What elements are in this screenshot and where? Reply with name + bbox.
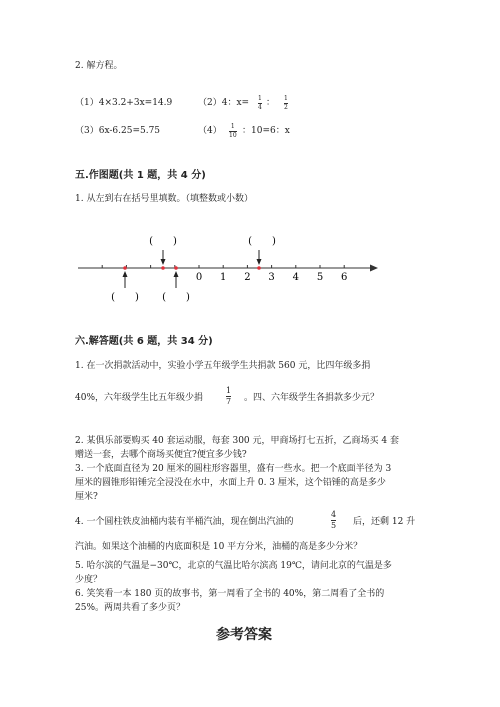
- fraction-numerator: 4: [331, 510, 337, 519]
- point-marker-4: [257, 266, 261, 270]
- equation-2-prefix: （2）4：x=: [198, 98, 250, 108]
- number-line-tick-label: 6: [341, 272, 348, 283]
- equation-2-separator: ：: [266, 98, 276, 108]
- equation-4-prefix: （4）: [198, 126, 222, 136]
- arrowhead-down-1: [161, 259, 166, 265]
- question-3-line-1: 3. 一个底面直径为 20 厘米的圆柱形容器里，盛有一些水。把一个底面半径为 3: [75, 464, 392, 474]
- number-line-tick-label: 4: [292, 272, 299, 283]
- equation-4-fraction: [229, 124, 237, 139]
- section-6-title: 六.解答题(共 6 题，共 34 分): [75, 336, 213, 347]
- number-line-tick-label: 5: [316, 272, 324, 283]
- number-line-tick-label: 2: [244, 272, 251, 283]
- bottom-bracket-1[interactable]: ( ): [111, 292, 139, 303]
- question-5-line-1: 5. 哈尔滨的气温是−30℃，北京的气温比哈尔滨高 19℃，请问北京的气温是多: [75, 561, 392, 571]
- fraction-numerator: 1: [230, 123, 235, 130]
- answer-section-title: 参考答案: [216, 627, 272, 643]
- fraction-denominator: 10: [229, 132, 237, 139]
- equation-2-fraction-1: [258, 96, 262, 111]
- question-1-fraction: [226, 387, 231, 406]
- number-line-tick-label: 3: [268, 272, 275, 283]
- fraction-denominator: 4: [258, 104, 262, 111]
- arrowhead-up-1: [123, 271, 128, 277]
- question-4-line-1a: 4. 一个圆柱铁皮油桶内装有半桶汽油，现在倒出汽油的: [75, 517, 294, 527]
- number-line-diagram: [0, 230, 500, 310]
- equation-1: （1）4×3.2+3x=14.9: [75, 98, 173, 108]
- number-line-tick-label: 1: [220, 272, 227, 283]
- top-bracket-2[interactable]: ( ): [248, 236, 276, 247]
- point-marker-1: [123, 266, 127, 270]
- question-4-line-1b: 后，还剩 12 升: [353, 517, 416, 527]
- section-5-title: 五.作图题(共 1 题，共 4 分): [75, 170, 206, 181]
- point-marker-3: [174, 266, 178, 270]
- equation-4-suffix: ：10=6：x: [242, 126, 290, 136]
- top-bracket-1[interactable]: ( ): [149, 236, 177, 247]
- point-marker-2: [161, 266, 165, 270]
- question-1-line-2b: 。四、六年级学生各捐款多少元？: [244, 393, 380, 403]
- question-2-line-2: 赠送一套，去哪个商场买便宜?便宜多少钱?: [75, 450, 247, 460]
- question-5-line-2: 少度？: [75, 575, 103, 585]
- bottom-bracket-2[interactable]: ( ): [162, 292, 190, 303]
- section-5-question-1: 1. 从左到右在括号里填数。（填整数或小数）: [75, 194, 253, 204]
- question-2-line-1: 2. 某俱乐部要购买 40 套运动服，每套 300 元，甲商场打七五折，乙商场买 4 套: [75, 436, 399, 446]
- equation-3: （3）6x-6.25=5.75: [75, 126, 161, 136]
- question-4-fraction: [331, 511, 336, 530]
- fraction-denominator: 5: [331, 521, 337, 530]
- equation-2-fraction-2: [284, 96, 288, 111]
- question-3-line-2: 厘米的圆锥形铅锤完全浸没在水中，水面上升 0. 3 厘米，这个铅锤的高是多少: [75, 478, 386, 488]
- fraction-numerator: 1: [258, 95, 262, 102]
- section-2-title: 2. 解方程。: [75, 61, 123, 71]
- question-6-line-2: 25%。两周共看了多少页？: [75, 603, 186, 613]
- question-1-line-2a: 40%，六年级学生比五年级少捐: [75, 393, 204, 403]
- question-4-line-2: 汽油。如果这个油桶的内底面积是 10 平方分米，油桶的高是多少分米？: [75, 542, 363, 552]
- question-3-line-3: 厘米?: [75, 492, 98, 502]
- number-line-tick-label: 0: [195, 272, 203, 283]
- arrowhead-down-2: [257, 259, 262, 265]
- number-line-arrowhead: [370, 265, 378, 272]
- arrowhead-up-2: [174, 271, 179, 277]
- question-1-line-1: 1. 在一次捐款活动中，实验小学五年级学生共捐款 560 元，比四年级多捐: [75, 361, 371, 371]
- question-6-line-1: 6. 笑笑看一本 180 页的故事书，第一周看了全书的 40%，第二周看了全书的: [75, 589, 385, 599]
- fraction-denominator: 2: [284, 104, 288, 111]
- equation-2: [198, 98, 249, 109]
- fraction-denominator: 7: [226, 397, 232, 406]
- fraction-numerator: 1: [226, 386, 232, 395]
- fraction-numerator: 1: [284, 95, 288, 102]
